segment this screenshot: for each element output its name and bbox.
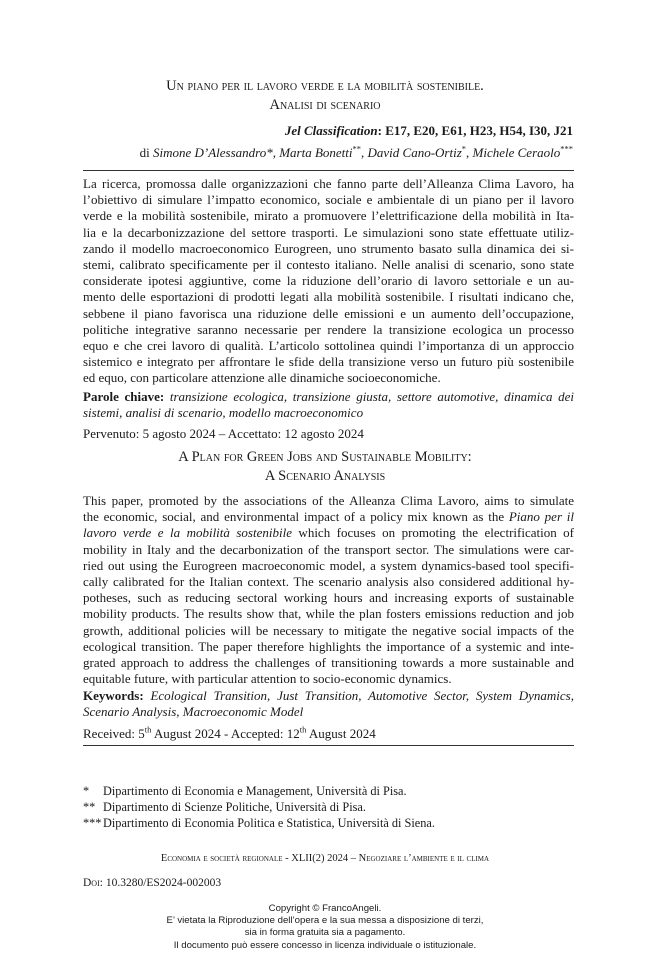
abstract-line: equo e che crei lavoro di qualità. L’articolo sottolinea quindi l’importanza di un approccio xyxy=(83,338,574,354)
abstract-line: potheses, such as reducing sectoral working hours and increasing exports of sustainable xyxy=(83,590,574,606)
abstract-line: La ricerca, promossa dalle organizzazioni che fanno parte dell’Alleanza Clima Lavoro, ha xyxy=(83,176,574,191)
abstract-line: equitable future, with particular attention to socio-economic dynamics. xyxy=(83,671,452,687)
italian-received-date: Pervenuto: 5 agosto 2024 – Accettato: 12 agosto 2024 xyxy=(83,426,364,441)
keywords-label: Parole chiave: xyxy=(83,389,165,404)
italian-title-line-2: Analisi di scenario xyxy=(269,97,381,113)
bottom-rule xyxy=(83,745,574,746)
abstract-line: ed equo, con particolare attenzione alle dinamiche socioeconomiche. xyxy=(83,370,441,386)
abstract-line: the economic, social, and environmental impact of a policy mix known as the Piano per il xyxy=(83,509,574,525)
abstract-line: ecological transition. The paper therefore highlights the importance of a systemic and inte- xyxy=(83,638,574,654)
abstract-line: stemi, calibrato specificamente per il contesto italiano. Nelle analisi di scenario, sono state xyxy=(83,257,574,273)
author-mark: ** xyxy=(352,143,362,154)
author-list: di Simone D’Alessandro*, Marta Bonetti**, David Cano-Ortiz*, Michele Ceraolo*** xyxy=(139,143,573,160)
copyright-line: E’ vietata la Riproduzione dell’opera e la sua messa a disposizione di terzi, xyxy=(166,915,484,927)
abstract-line: mento delle esportazioni di prodotti legati alla mobilità sostenibile. I risultati indicano che, xyxy=(83,289,574,305)
copyright-notice xyxy=(0,903,650,952)
author-name: Simone D’Alessandro xyxy=(152,145,267,160)
author-mark: *** xyxy=(560,143,573,154)
author-mark: * xyxy=(461,143,467,154)
footnote xyxy=(83,799,366,815)
footnote-mark: *** xyxy=(83,816,102,830)
jel-label: Jel Classification xyxy=(284,123,378,138)
english-title-line-2: A Scenario Analysis xyxy=(264,468,386,484)
abstract-line: lavoro verde e la mobilità sostenibile which focuses on promoting the electrification of xyxy=(83,525,574,541)
abstract-line: sebbene il piano favorisca una riduzione delle emissioni e un aumento dell’occupazione, xyxy=(83,305,574,321)
author-name: Michele Ceraolo xyxy=(472,145,561,160)
doi-label: Doi xyxy=(83,877,100,889)
english-title-line-1: A Plan for Green Jobs and Sustainable Mobility: xyxy=(178,449,472,465)
italian-abstract xyxy=(83,176,574,387)
abstract-line: mobility products. The results show that, while the plan fosters emissions reduction and job xyxy=(83,606,574,622)
copyright-line: Il documento può essere concesso in licenza individuale o istituzionale. xyxy=(173,939,477,951)
footnote-text: Dipartimento di Scienze Politiche, Università di Pisa. xyxy=(103,800,366,814)
journal-name: Economia e società regionale xyxy=(160,853,283,864)
keywords-label: Keywords: xyxy=(83,688,144,703)
italian-title-line-1: Un piano per il lavoro verde e la mobilità sostenibile. xyxy=(166,78,484,94)
doi xyxy=(83,877,221,889)
footnote-text: Dipartimento di Economia e Management, Università di Pisa. xyxy=(103,784,407,798)
authors-prefix: di xyxy=(139,145,153,160)
keywords-text: Scenario Analysis, Macroeconomic Model xyxy=(83,704,304,720)
running-footer xyxy=(0,853,650,864)
abstract-line: This paper, promoted by the associations of the Alleanza Clima Lavoro, aims to simulate xyxy=(83,493,574,508)
abstract-line: lia e la decarbonizzazione del settore trasporti. Le simulazioni sono state effettuate utiliz- xyxy=(83,224,574,240)
abstract-line: mobility in Italy and the decarbonization of the transport sector. The simulations were car- xyxy=(83,541,574,557)
journal-section: Negoziare l’ambiente e il clima xyxy=(358,853,490,864)
jel-classification xyxy=(285,123,573,139)
top-rule xyxy=(83,170,574,171)
author-mark: * xyxy=(266,145,273,160)
copyright-line: sia in forma gratuita sia a pagamento. xyxy=(244,927,406,939)
english-keywords xyxy=(83,688,574,720)
footnote-mark: * xyxy=(83,784,90,798)
abstract-line: grated approach to address the challenges of transitioning towards a more sustainable and xyxy=(83,655,574,671)
footnote-mark: ** xyxy=(83,800,96,814)
journal-issue: - XLII(2) 2024 – xyxy=(282,853,359,864)
author-name: Marta Bonetti xyxy=(279,145,353,160)
abstract-line: considerate ipotesi aggiuntive, come la riduzione dell’orario di lavoro settoriale e un au- xyxy=(83,273,574,289)
english-abstract xyxy=(83,493,574,687)
abstract-line: sistemico e integrato per affrontare le sfide della transizione verso un futuro più sostenibile xyxy=(83,354,574,370)
footnote xyxy=(83,815,435,831)
copyright-line: Copyright © FrancoAngeli. xyxy=(268,903,382,914)
abstract-line: ried out using the Eurogreen macroeconomic model, a system dynamics-based tool specifi- xyxy=(83,557,574,573)
footnote-text: Dipartimento di Economia Politica e Statistica, Università di Siena. xyxy=(103,816,435,830)
keywords-text: sistemi, analisi di scenario, modello macroeconomico xyxy=(83,405,364,421)
abstract-line: zando il modello macroeconomico Eurogreen, uno strumento basato sulla dinamica dei si- xyxy=(83,240,574,256)
footnote xyxy=(83,783,407,799)
english-received-date: Received: 5th August 2024 - Accepted: 12th August 2024 xyxy=(83,724,376,741)
abstract-line: l’obiettivo di simulare l’impatto economico, sociale e ambientale di un piano per il lavoro xyxy=(83,192,574,208)
abstract-line: politiche integrative saranno necessarie per rendere la transizione ecologica un processo xyxy=(83,321,574,337)
author-name: David Cano-Ortiz xyxy=(367,145,462,160)
abstract-line: cally calibrated for the Italian context. The scenario analysis also considered additional hy- xyxy=(83,574,574,590)
abstract-line: verde e la mobilità sostenibile, mirato a promuovere l’elettrificazione della mobilità in Ita- xyxy=(83,208,574,224)
keywords-text: transizione ecologica, transizione giusta, settore automotive, dinamica dei xyxy=(164,389,575,404)
abstract-line: growth, additional policies will be necessary to mitigate the negative social impacts of the xyxy=(83,622,574,638)
italian-keywords xyxy=(83,389,574,421)
keywords-text: Ecological Transition, Just Transition, Automotive Sector, System Dynamics, xyxy=(143,688,574,703)
doi-value: : 10.3280/ES2024-002003 xyxy=(99,877,222,889)
jel-codes: : E17, E20, E61, H23, H54, I30, J21 xyxy=(377,123,573,138)
